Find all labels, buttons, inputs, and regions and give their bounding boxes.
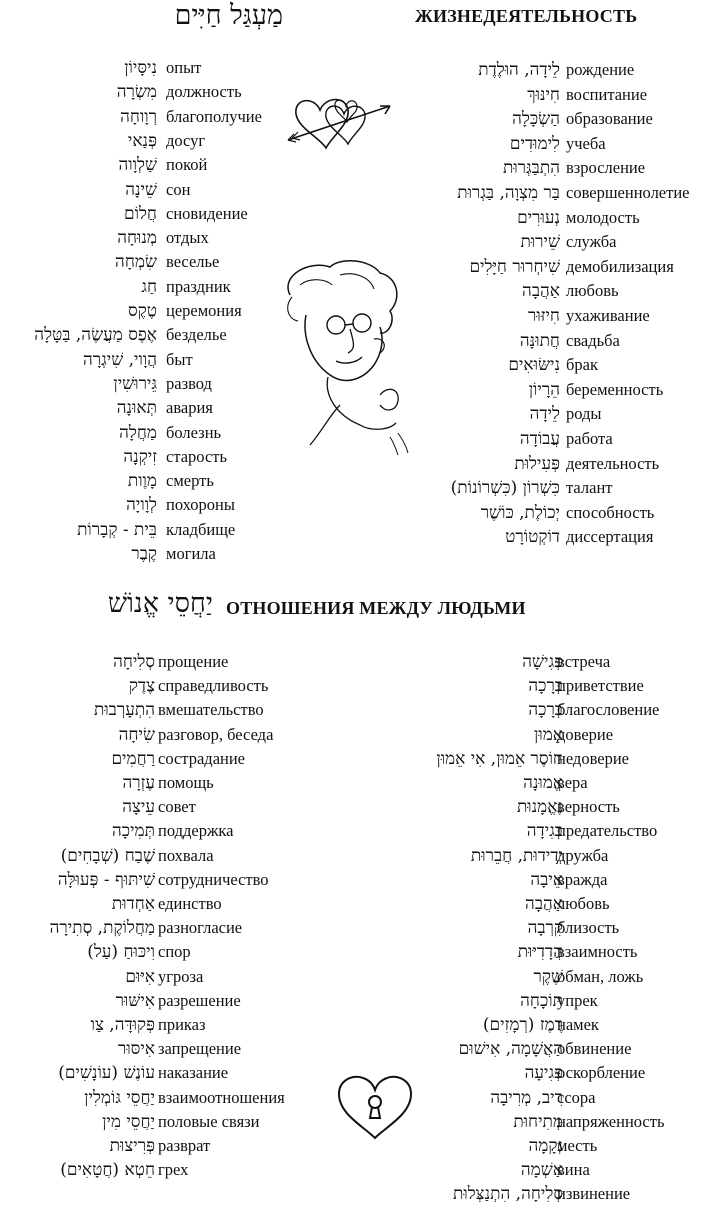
- russian-translation: половые связи: [158, 1111, 260, 1131]
- russian-translation: запрещение: [158, 1039, 242, 1059]
- russian-translation: безделье: [166, 325, 227, 345]
- relations-entry-left: [0, 965, 723, 989]
- section-title-relations-hebrew: יַחֲסֵי אֱנוֹשׁ: [107, 588, 213, 619]
- hebrew-term: פְּרִיצוּת: [109, 1136, 155, 1156]
- relations-entry-left: [0, 747, 723, 771]
- old-woman-illustration: [270, 255, 410, 455]
- russian-translation: взросление: [566, 158, 646, 178]
- hebrew-term: שִׁיתּוּף - פְּעוּלָּה: [57, 869, 155, 890]
- relations-entry-left: [0, 940, 723, 964]
- russian-translation: встреча: [557, 652, 611, 671]
- life-entry-left: [0, 178, 723, 202]
- relations-entry-left: [0, 771, 723, 795]
- russian-translation: образование: [566, 109, 653, 129]
- russian-translation: извинение: [557, 1184, 631, 1204]
- russian-translation: приказ: [158, 1015, 206, 1034]
- hebrew-term: סְלִיחָה: [113, 652, 155, 672]
- hebrew-term: הַאֲשָׁמָה, אִישׁוּם: [458, 1039, 563, 1060]
- russian-translation: авария: [166, 398, 213, 418]
- russian-translation: благополучие: [166, 106, 262, 126]
- russian-translation: кладбище: [166, 519, 236, 539]
- life-entry-left: [0, 226, 723, 250]
- russian-translation: справедливость: [158, 676, 269, 696]
- hebrew-term: שֵׁינָה: [125, 179, 157, 200]
- hebrew-term: שַׁלְוָוה: [118, 155, 157, 176]
- hebrew-term: אֱמוּנָה: [523, 773, 563, 793]
- section-title-relations: ОТНОШЕНИЯ МЕЖДУ ЛЮДЬМИ: [226, 598, 526, 618]
- hebrew-term: אִיּוּם: [125, 966, 155, 987]
- hebrew-term: שִׁיחְרוּר חַיָּלִים: [469, 256, 560, 277]
- russian-translation: прощение: [158, 652, 229, 671]
- russian-translation: способность: [566, 502, 655, 522]
- hebrew-term: פְּעִילוּת: [514, 453, 560, 474]
- hebrew-term: עוֹנֶשׁ (עוֹנָשִׁים): [58, 1063, 155, 1084]
- russian-translation: месть: [557, 1136, 598, 1155]
- hebrew-term: הַשְׂכָּלָה: [512, 109, 560, 130]
- russian-translation: вражда: [557, 869, 608, 889]
- hebrew-term: עֵיצָה: [122, 797, 155, 818]
- russian-translation: угроза: [158, 966, 204, 986]
- hebrew-term: אֵמוּן: [534, 724, 563, 745]
- hebrew-term: הֲדָדִיּוּת: [517, 942, 563, 963]
- hebrew-term: מְתִיחוּת: [513, 1111, 563, 1132]
- russian-translation: веселье: [166, 252, 220, 272]
- russian-translation: развод: [166, 373, 212, 393]
- hebrew-term: חִינּוּךְ: [527, 84, 560, 105]
- life-entry-left: [0, 493, 723, 517]
- russian-translation: роды: [566, 404, 602, 424]
- russian-translation: взаимность: [557, 942, 638, 962]
- relations-entry-left: [0, 819, 723, 843]
- russian-translation: молодость: [566, 207, 640, 227]
- hebrew-term: תְּמִיכָה: [112, 821, 155, 842]
- hebrew-term: שִׂמְחָה: [115, 252, 157, 273]
- life-entry-left: [0, 518, 723, 542]
- russian-translation: покой: [166, 155, 208, 175]
- russian-translation: похороны: [166, 495, 235, 515]
- hebrew-term: פְּגִישָׁה: [522, 652, 563, 672]
- hebrew-term: אֶפֶס מַעֲשֶׂה, בַּטָּלָה: [34, 325, 157, 346]
- russian-translation: опыт: [166, 58, 202, 77]
- russian-translation: вера: [557, 773, 588, 792]
- relations-entry-left: [0, 698, 723, 722]
- russian-translation: наказание: [158, 1063, 229, 1083]
- russian-translation: диссертация: [566, 527, 654, 547]
- relations-entry-left: [0, 1158, 723, 1182]
- russian-translation: воспитание: [566, 84, 648, 104]
- hebrew-term: חֵטְא (חֲטָאִים): [60, 1160, 155, 1181]
- relations-entry-left: [0, 723, 723, 747]
- russian-translation: разногласие: [158, 918, 243, 938]
- russian-translation: совет: [158, 797, 196, 817]
- russian-translation: единство: [158, 894, 222, 913]
- russian-translation: сотрудничество: [158, 869, 269, 889]
- russian-translation: рождение: [566, 60, 635, 79]
- hebrew-term: לֵידָה, הוּלֶדֶת: [478, 60, 560, 80]
- hebrew-term: רְוָוחָה: [120, 106, 157, 127]
- hebrew-term: פְּגִיעָה: [524, 1063, 563, 1084]
- russian-translation: дружба: [557, 845, 609, 865]
- russian-translation: упрек: [557, 990, 598, 1010]
- hebrew-term: נְקָמָה: [528, 1136, 563, 1156]
- hebrew-term: שֶׁבַח (שְׁבָחִים): [60, 845, 155, 866]
- life-entry-left: [0, 202, 723, 226]
- hebrew-term: יְדִידוּת, חֲבֵרוּת: [470, 845, 563, 866]
- hebrew-term: מְנוּחָה: [117, 228, 157, 249]
- russian-translation: предательство: [557, 821, 658, 841]
- hebrew-term: טֶקֶס: [127, 301, 157, 321]
- life-entry-left: [0, 469, 723, 493]
- russian-translation: работа: [566, 429, 613, 448]
- hebrew-term: רֶמֶז (רְמָזִים): [482, 1015, 563, 1035]
- hebrew-term: נְעוּרִים: [517, 207, 560, 228]
- hebrew-term: נִישּׂוּאִים: [508, 355, 560, 376]
- russian-translation: напряженность: [557, 1111, 665, 1131]
- hebrew-term: אִיסּוּר: [117, 1039, 155, 1060]
- russian-translation: благословение: [557, 700, 660, 720]
- russian-translation: свадьба: [566, 330, 620, 350]
- hebrew-term: בְּגִידָה: [526, 821, 563, 842]
- russian-translation: быт: [166, 349, 193, 369]
- hebrew-term: אֵיבָה: [530, 869, 563, 890]
- hebrew-term: סְלִיחָה, הִתְנַצְּלוּת: [453, 1184, 563, 1205]
- hebrew-term: אִישּׁוּר: [115, 990, 155, 1011]
- hebrew-term: שֶׁקֶר: [533, 966, 563, 987]
- relations-entry-left: [0, 650, 723, 674]
- russian-translation: сон: [166, 179, 191, 199]
- russian-translation: любовь: [566, 281, 619, 301]
- russian-translation: любовь: [557, 894, 610, 913]
- hebrew-term: בְּרָכָה: [528, 700, 563, 721]
- hebrew-term: לִימוּדִים: [509, 133, 560, 154]
- hebrew-term: נִיסָּיוֹן: [124, 58, 157, 78]
- hebrew-term: שֵׁירוּת: [520, 232, 560, 253]
- hebrew-term: בַּר מִצְוָה, בַּגְרוּת: [457, 183, 560, 203]
- russian-translation: ухаживание: [566, 306, 650, 325]
- hebrew-term: אַשְׁמָה: [520, 1160, 563, 1181]
- relations-entry-left: [0, 844, 723, 868]
- section-title-life-hebrew: מַעְגַּל חַיִּים: [174, 0, 283, 31]
- section-title-life: ЖИЗНЕДЕЯТЕЛЬНОСТЬ: [415, 6, 638, 26]
- hebrew-term: רַחֲמִים: [111, 748, 155, 769]
- hebrew-term: פְּקוּדָּה, צַו: [90, 1015, 155, 1035]
- relations-entry-left: [0, 916, 723, 940]
- hebrew-term: הֲוָוי, שִׁיגְרָה: [83, 349, 157, 370]
- hebrew-term: חַג: [141, 276, 157, 297]
- relations-entry-left: [0, 892, 723, 916]
- russian-translation: близость: [557, 918, 620, 938]
- russian-translation: разврат: [158, 1136, 211, 1155]
- russian-translation: старость: [166, 446, 228, 466]
- hebrew-term: הֵרָיוֹן: [528, 379, 560, 400]
- hebrew-term: מָוֶות: [127, 471, 157, 492]
- hebrew-term: כִּשְׁרוֹן (כִּשְׁרוֹנוֹת): [450, 478, 560, 499]
- hebrew-term: יַחֲסֵי מִין: [102, 1111, 155, 1132]
- russian-translation: взаимоотношения: [158, 1087, 285, 1107]
- hebrew-term: יַחֲסֵי גּוֹמְלִין: [84, 1087, 155, 1108]
- hebrew-term: עֶזְרָה: [122, 773, 155, 793]
- russian-translation: обвинение: [557, 1039, 632, 1059]
- hebrew-term: קִרְבָה: [527, 918, 563, 939]
- russian-translation: служба: [566, 232, 617, 252]
- russian-translation: беременность: [566, 379, 664, 399]
- relations-entry-left: [0, 1037, 723, 1061]
- hebrew-term: יְכוֹלֶת, כּוֹשֶׁר: [480, 502, 560, 523]
- hebrew-term: לְוָויָה: [126, 495, 157, 516]
- russian-translation: сновидение: [166, 203, 248, 223]
- life-entry-left: [0, 56, 723, 80]
- hebrew-term: חִיזּוּר: [528, 306, 560, 326]
- hebrew-term: תְּאוּנָה: [116, 398, 157, 419]
- russian-translation: досуг: [166, 130, 206, 150]
- russian-translation: смерть: [166, 471, 214, 491]
- hebrew-term: גֵּירוּשִׁין: [113, 373, 157, 394]
- hebrew-term: חֲלוֹם: [124, 203, 157, 224]
- russian-translation: разговор, беседа: [158, 724, 274, 744]
- russian-translation: вмешательство: [158, 700, 264, 720]
- hebrew-term: חוֹסֶר אֵמוּן, אִי אֵמוּן: [436, 748, 563, 769]
- russian-translation: разрешение: [158, 990, 241, 1010]
- hebrew-term: מִשְׂרָה: [116, 82, 157, 103]
- relations-entry-left: [0, 1013, 723, 1037]
- relations-entry-right: [0, 1182, 723, 1206]
- russian-translation: ссора: [557, 1087, 596, 1107]
- russian-translation: праздник: [166, 276, 231, 296]
- hearts-arrow-icon: [286, 92, 396, 162]
- hebrew-term: לֵידָה: [529, 404, 560, 425]
- relations-entry-left: [0, 795, 723, 819]
- russian-translation: демобилизация: [566, 256, 674, 276]
- hebrew-term: הִתְבַּגְּרוּת: [502, 158, 560, 179]
- russian-translation: талант: [566, 478, 613, 498]
- relations-entry-left: [0, 989, 723, 1013]
- russian-translation: доверие: [557, 724, 614, 744]
- russian-translation: должность: [166, 82, 242, 102]
- russian-translation: деятельность: [566, 453, 660, 473]
- russian-translation: поддержка: [158, 821, 234, 841]
- russian-translation: отдых: [166, 228, 209, 248]
- russian-translation: брак: [566, 355, 598, 375]
- relations-entry-left: [0, 674, 723, 698]
- russian-translation: похвала: [158, 845, 214, 865]
- russian-translation: могила: [166, 544, 216, 563]
- relations-entry-left: [0, 868, 723, 892]
- hebrew-term: מַחֲלוֹקֶת, סְתִירָה: [49, 918, 155, 939]
- russian-translation: помощь: [158, 773, 214, 792]
- hebrew-term: הִתְעָרְבוּת: [93, 700, 155, 721]
- hebrew-term: נֶאֱמָנוּת: [516, 797, 563, 818]
- russian-translation: грех: [158, 1160, 189, 1180]
- russian-translation: совершеннолетие: [566, 183, 690, 202]
- hebrew-term: אַחְדוּת: [111, 894, 155, 914]
- russian-translation: приветствие: [557, 676, 644, 696]
- russian-translation: учеба: [566, 133, 606, 153]
- heart-keyhole-icon: [335, 1072, 415, 1144]
- hebrew-term: תּוֹכָחָה: [520, 990, 563, 1011]
- hebrew-term: רִיב, מְרִיבָה: [490, 1087, 563, 1108]
- russian-translation: спор: [158, 942, 191, 962]
- russian-translation: недоверие: [557, 748, 630, 768]
- russian-translation: верность: [557, 797, 620, 817]
- hebrew-term: וִיכּוּחַ (עַל): [87, 942, 155, 963]
- hebrew-term: אַהֲבָה: [522, 281, 560, 302]
- russian-translation: болезнь: [166, 422, 222, 442]
- hebrew-term: בֵּית - קְבָרוֹת: [77, 519, 157, 540]
- hebrew-term: זִיקְנָה: [123, 446, 157, 467]
- life-entry-left: [0, 542, 723, 566]
- russian-translation: церемония: [166, 301, 242, 320]
- hebrew-term: בְּרָכָה: [528, 676, 563, 697]
- hebrew-term: קֶבֶר: [131, 544, 157, 564]
- hebrew-term: דוֹקְטוֹרָט: [505, 527, 560, 548]
- russian-translation: обман, ложь: [557, 966, 644, 986]
- russian-translation: намек: [557, 1015, 599, 1034]
- hebrew-term: עֲבוֹדָה: [519, 429, 560, 449]
- russian-translation: вина: [557, 1160, 590, 1180]
- hebrew-term: מַחֲלָה: [119, 422, 157, 443]
- hebrew-term: אַהֲבָה: [525, 894, 563, 914]
- hebrew-term: צֶדֶק: [128, 676, 155, 697]
- hebrew-term: שִׂיחָה: [118, 724, 155, 745]
- russian-translation: оскорбление: [557, 1063, 646, 1083]
- hebrew-term: חֲתוּנָּה: [519, 330, 560, 351]
- russian-translation: сострадание: [158, 748, 245, 768]
- hebrew-term: פְּנַאי: [127, 130, 157, 151]
